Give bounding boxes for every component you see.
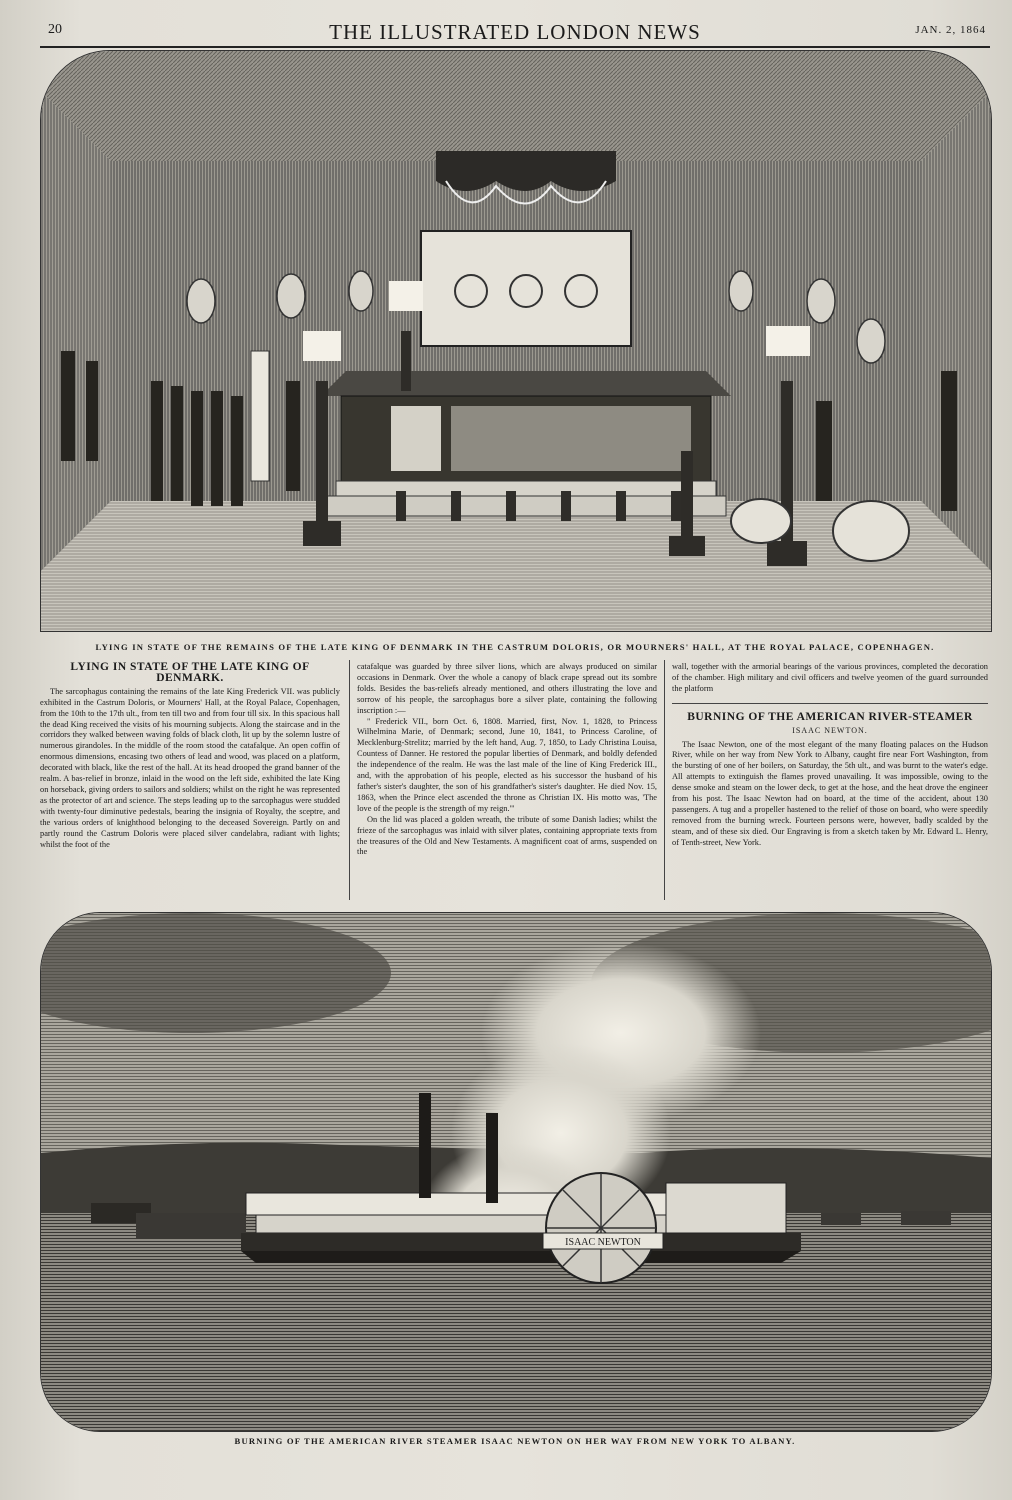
column-2 — [357, 662, 657, 858]
top-engraving-caption: LYING IN STATE OF THE REMAINS OF THE LATE KING OF DENMARK IN THE CASTRUM DOLORIS, OR MOURNERS' HALL, AT THE ROYAL PALACE, COPENHAGEN. — [95, 642, 935, 652]
burning-steamer-engraving — [40, 912, 992, 1432]
article-title: LYING IN STATE OF THE LATE KING OF DENMARK. — [70, 661, 310, 684]
column-rule — [664, 660, 665, 900]
page-header — [40, 18, 990, 48]
article-paragraph: catafalque was guarded by three silver lions, which are always produced on similar occasions in Denmark. Over the whole a canopy of black crape spread out its sombre folds. Besides the bas-reliefs already mentioned, and others illustrating the love and sorrow of his people, the sarcophagus bore a silver plate, containing the following inscription :— — [357, 662, 657, 715]
inscription-paragraph: " Frederick VII., born Oct. 6, 1808. Married, first, Nov. 1, 1828, to Princess Wilhelmina Marie, of Denmark; second, June 10, 1841, to Princess Caroline, of Mecklenburg-Strelitz; married by the left hand, Aug. 7, 1850, to Lady Christina Louisa, Countess of Danner. He restored the popular liberties of Denmark, and boldly defended the independence of the realm. He was the last male of the line of King Frederick III., and, with the approbation of his people, elected as his successor the husband of his father's sister's daughter, the son of his grandfather's sister's daughter. He died Nov. 15, 1863, when the Prince elect ascended the throne as Christian IX. His motto was, 'The love of the people is the strength of my reign.'" — [357, 716, 657, 813]
article-paragraph: On the lid was placed a golden wreath, the tribute of some Danish ladies; whilst the frieze of the sarcophagus was inlaid with silver plates, containing appropriate texts from the treasures of the Old and New Testaments. A magnificent coat of arms, suspended on the — [357, 814, 657, 857]
boat-name-label: ISAAC NEWTON — [565, 1237, 641, 1248]
article-paragraph: wall, together with the armorial bearings of the various provinces, completed the decoration of the chamber. High military and civil officers and twelve yeomen of the guard surrounded the platform — [672, 662, 988, 693]
lying-in-state-engraving — [40, 50, 992, 632]
article-title: BURNING OF THE AMERICAN RIVER-STEAMER — [687, 710, 973, 723]
article-paragraph: The Isaac Newton, one of the most elegant of the many floating palaces on the Hudson River, while on her way from New York to Albany, caught fire near Fort Washington, from the bursting of one of her boilers, on Saturday, the 5th ult., and was burnt to the water's edge. All attempts to extinguish the flames proved unavailing. It was impossible, owing to the dense smoke and steam on the lower deck, to get at the hose, and the heat drove the engineer from his post. The Isaac Newton had on board, at the time of the accident, about 130 passengers. A tug and a propeller hastened to the relief of those on board, who were speedily removed from the burning wreck. Fourteen persons were, however, badly scalded by the steam, and of these six died. Our Engraving is from a sketch taken by Mr. Edward L. Henry, of Tenth-street, New York. — [672, 739, 988, 847]
article-paragraph: The sarcophagus containing the remains of the late King Frederick VII. was publicly exhibited in the Castrum Doloris, or Mourners' Hall, at the Royal Palace, Copenhagen, from the 10th to the 17th ult., from ten till two and from four till six. In this spacious hall the dead King received the visits of his mourning subjects. Along the staircase and in the corridors they walked between waving folds of black cloth, lit up by the solemn lustre of numerous girandoles. In the middle of the room stood the catafalque. An open coffin of enormous dimensions, encasing two others of lead and wood, was placed on a platform, decorated with black, like the rest of the hall. At its head drooped the grand banner of the realm. A bas-relief in bronze, inlaid in the wood on the left side, exhibited the late King on horseback, giving orders to sailors and soldiers; whilst on the right he was represented as the protector of art and science. The steps leading up to the sarcophagus were studded with twenty-four diminutive pedestals, bearing the insignia of Royalty, the sceptre, and the various orders of knighthood belonging to the deceased Sovereign. Partly on and partly round the Castrum Doloris were placed silver candelabra, radiant with lights; whilst the foot of the — [40, 686, 340, 849]
column-1 — [40, 662, 340, 850]
column-rule — [349, 660, 350, 900]
article-divider — [672, 703, 988, 704]
page-number: 20 — [48, 22, 62, 37]
masthead: THE ILLUSTRATED LONDON NEWS — [329, 20, 701, 44]
article-subtitle: ISAAC NEWTON. — [792, 725, 868, 735]
issue-date: JAN. 2, 1864 — [915, 24, 986, 36]
column-3 — [672, 662, 988, 849]
bottom-engraving-caption: BURNING OF THE AMERICAN RIVER STEAMER ISAAC NEWTON ON HER WAY FROM NEW YORK TO ALBANY. — [234, 1436, 796, 1446]
